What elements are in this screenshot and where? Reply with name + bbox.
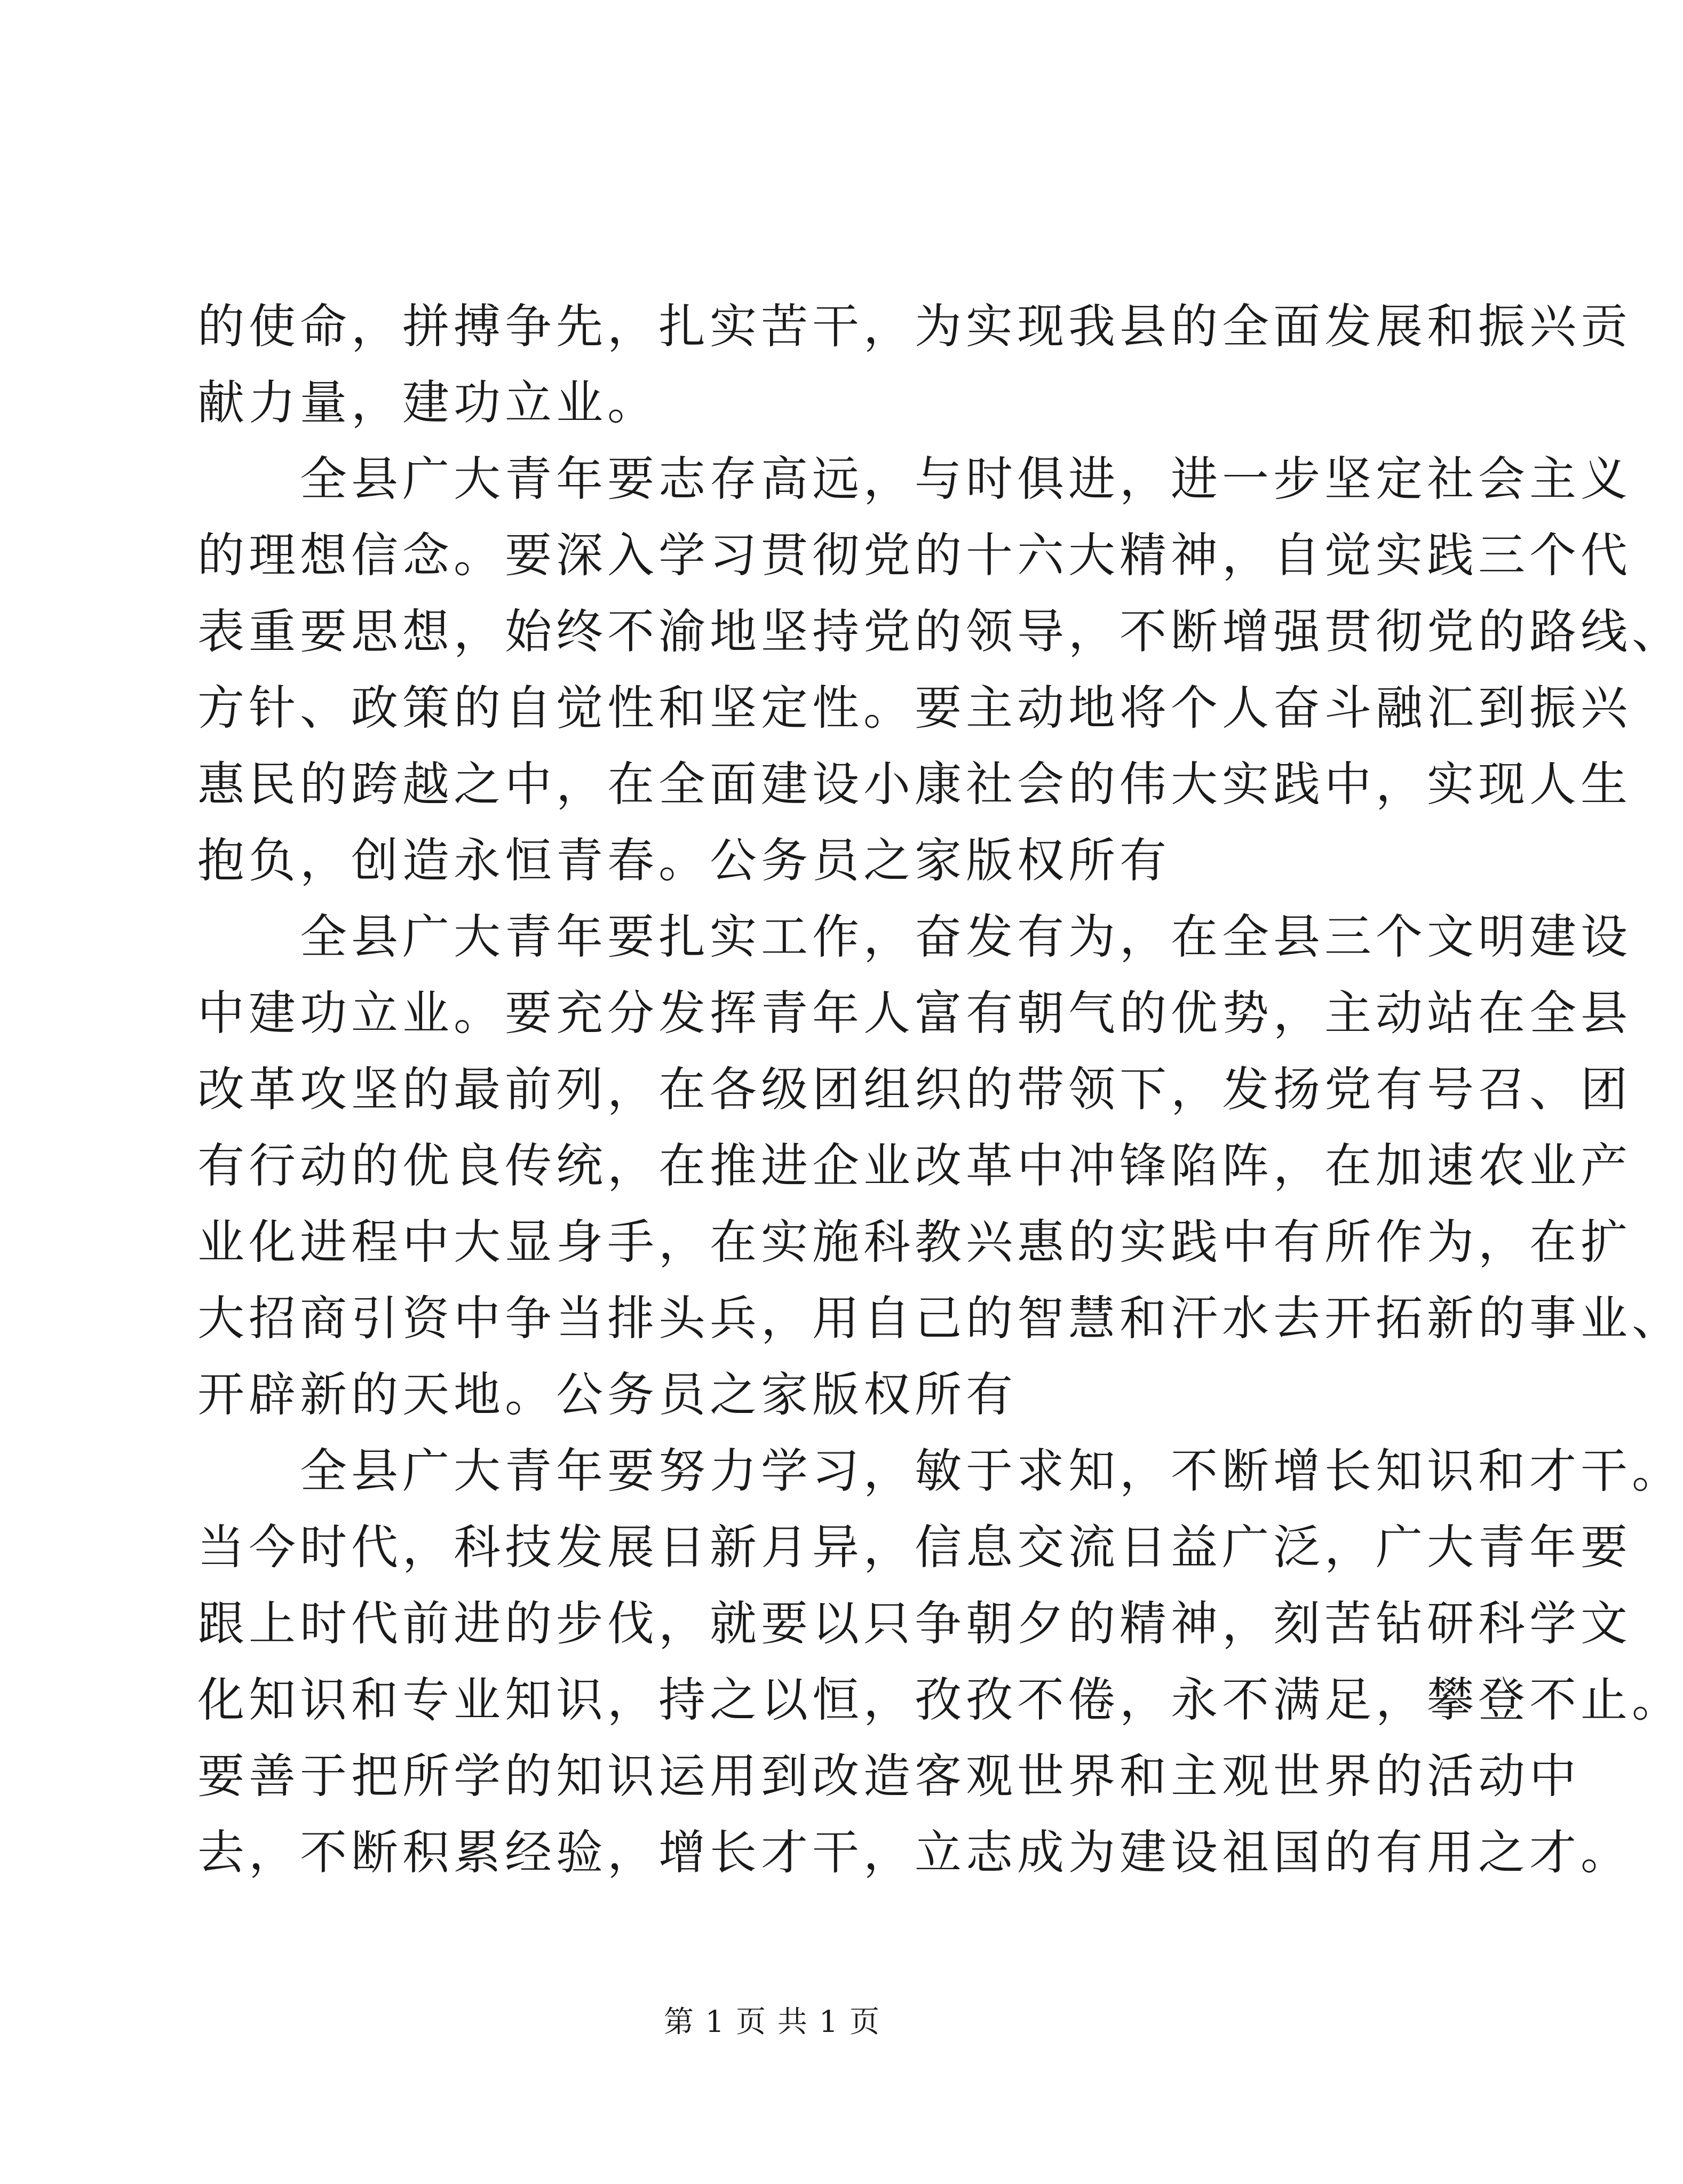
text-line: 全县广大青年要努力学习，敏于求知，不断增长知识和才干。 — [300, 1443, 1683, 1498]
text-line: 跟上时代前进的步伐，就要以只争朝夕的精神，刻苦钻研科学文 — [197, 1596, 1632, 1651]
text-line: 业化进程中大显身手，在实施科教兴惠的实践中有所作为，在扩 — [197, 1214, 1632, 1269]
text-line: 的理想信念。要深入学习贯彻党的十六大精神，自觉实践三个代 — [197, 528, 1632, 583]
text-line: 去，不断积累经验，增长才干，立志成为建设祖国的有用之才。 — [197, 1825, 1632, 1880]
text-line: 方针、政策的自觉性和坚定性。要主动地将个人奋斗融汇到振兴 — [197, 680, 1632, 735]
text-line: 要善于把所学的知识运用到改造客观世界和主观世界的活动中 — [197, 1749, 1581, 1804]
text-line: 抱负，创造永恒青春。公务员之家版权所有 — [197, 833, 1171, 888]
paragraph-1 — [197, 288, 1632, 441]
text-line: 开辟新的天地。公务员之家版权所有 — [197, 1367, 1018, 1422]
text-line: 中建功立业。要充分发挥青年人富有朝气的优势，主动站在全县 — [197, 986, 1632, 1041]
text-line: 的使命，拼搏争先，扎实苦干，为实现我县的全面发展和振兴贡 — [197, 299, 1632, 354]
text-line: 献力量，建功立业。 — [197, 375, 659, 430]
text-line: 大招商引资中争当排头兵，用自己的智慧和汗水去开拓新的事业、 — [197, 1291, 1683, 1346]
text-line: 改革攻坚的最前列，在各级团组织的带领下，发扬党有号召、团 — [197, 1062, 1632, 1117]
document-body — [197, 288, 1683, 1891]
page-number-label: 第 1 页 共 1 页 — [663, 2005, 881, 2039]
text-line: 全县广大青年要志存高远，与时俱进，进一步坚定社会主义 — [300, 451, 1632, 506]
paragraph-3 — [197, 899, 1683, 1433]
text-line: 当今时代，科技发展日新月异，信息交流日益广泛，广大青年要 — [197, 1520, 1632, 1575]
text-line: 表重要思想，始终不渝地坚持党的领导，不断增强贯彻党的路线、 — [197, 604, 1683, 659]
paragraph-2 — [197, 441, 1683, 899]
text-line: 惠民的跨越之中，在全面建设小康社会的伟大实践中，实现人生 — [197, 757, 1632, 812]
paragraph-4 — [197, 1433, 1683, 1891]
page-footer — [0, 1998, 1544, 2041]
text-line: 有行动的优良传统，在推进企业改革中冲锋陷阵，在加速农业产 — [197, 1138, 1632, 1193]
text-line: 全县广大青年要扎实工作，奋发有为，在全县三个文明建设 — [300, 909, 1632, 964]
text-line: 化知识和专业知识，持之以恒，孜孜不倦，永不满足，攀登不止。 — [197, 1672, 1683, 1727]
